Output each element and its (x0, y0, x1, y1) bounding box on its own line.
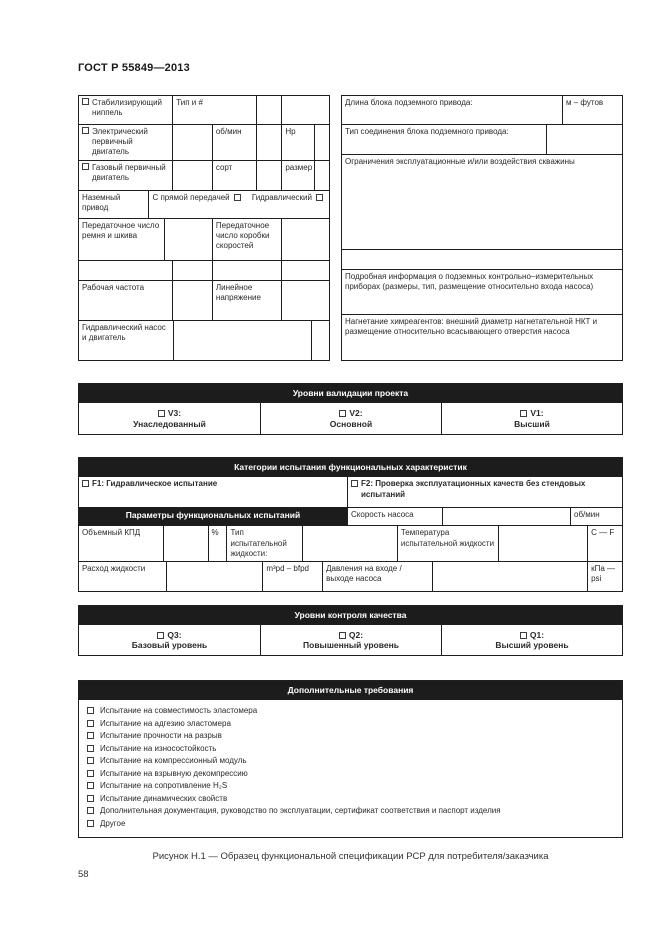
drive-spec-table (78, 95, 330, 361)
checkbox-icon[interactable] (158, 410, 165, 417)
cell-type-and-number: Тип и # (172, 96, 255, 124)
cell-rpm-units: об/мин (212, 125, 256, 160)
cell-blank (314, 125, 329, 160)
table-row (79, 280, 329, 320)
table-row (79, 190, 329, 218)
table-row (79, 160, 329, 190)
table-row (342, 124, 622, 154)
checkbox-icon[interactable] (82, 98, 89, 105)
cell-percent: % (208, 526, 227, 561)
cell-blank (212, 261, 281, 280)
option-f2: F2: Проверка эксплуатационных качеств без стендовых испытаний (347, 477, 622, 507)
checkbox-icon[interactable] (87, 807, 94, 814)
checkbox-icon[interactable] (234, 194, 241, 201)
table-row (342, 269, 622, 314)
flow-rate-row (79, 561, 622, 591)
list-item: Испытание на совместимость эластомера (87, 706, 614, 716)
checkbox-icon[interactable] (87, 732, 94, 739)
cell-pump-speed: Скорость насоса (347, 508, 442, 525)
checkbox-icon[interactable] (520, 410, 527, 417)
table-row (79, 218, 329, 260)
option-v3: V3: Унаследованный (133, 407, 206, 429)
list-item: Испытание прочности на разрыв (87, 731, 614, 741)
list-item: Испытание на износостойкость (87, 744, 614, 754)
hydraulic-option: Гидравлический (252, 193, 323, 203)
checkbox-icon[interactable] (339, 632, 346, 639)
list-item: Испытание на сопротивление H₂S (87, 781, 614, 791)
checkbox-icon[interactable] (87, 820, 94, 827)
cell-pressure-units: кПа — psi (587, 562, 622, 591)
cell-blank (256, 96, 282, 124)
checkbox-icon[interactable] (87, 745, 94, 752)
figure-caption: Рисунок Н.1 — Образец функциональной спецификации PCP для потребителя/заказчика (152, 851, 549, 863)
checkbox-icon[interactable] (157, 632, 164, 639)
cell-belt-ratio: Передаточное число ремня и шкива (82, 220, 160, 240)
cell-blank (442, 508, 570, 525)
test-category-row (79, 476, 622, 507)
checkbox-icon[interactable] (339, 410, 346, 417)
cell-hp-units: Hp (281, 125, 314, 160)
checkbox-icon[interactable] (87, 782, 94, 789)
cell-surface-drive: Наземный привод (82, 192, 121, 212)
requirements-checklist (79, 700, 622, 838)
test-categories-section (78, 457, 623, 592)
page-content (78, 62, 623, 862)
checkbox-icon[interactable] (82, 163, 89, 170)
option-v2: V2: Основной (260, 403, 441, 434)
cell-blank (256, 161, 282, 190)
list-item: Испытание динамических свойств (87, 794, 614, 804)
checkbox-icon[interactable] (87, 707, 94, 714)
list-item: Испытание на компрессионный модуль (87, 756, 614, 766)
cell-hydraulic-pump: Гидравлический насос и двигатель (82, 322, 166, 342)
additional-requirements-section (78, 680, 623, 838)
page-number: 58 (78, 869, 89, 880)
cell-electric-motor: Электрический первичный двигатель (79, 125, 172, 160)
checkbox-icon[interactable] (351, 480, 358, 487)
option-q3: Q3: Базовый уровень (131, 629, 208, 651)
cell-length-units: м – футов (562, 96, 622, 124)
cell-connection-type: Тип соединения блока подземного привода: (345, 127, 509, 136)
cell-blank (172, 281, 212, 320)
table-row (79, 260, 329, 280)
list-item: Испытание на адгезию эластомера (87, 719, 614, 729)
table-row (79, 96, 329, 124)
table-row (342, 154, 622, 249)
document-number: ГОСТ Р 55849—2013 (78, 62, 190, 74)
checkbox-icon[interactable] (87, 720, 94, 727)
checkbox-icon[interactable] (87, 770, 94, 777)
cell-test-fluid-temp: Температура испытательной жидкости (397, 526, 499, 561)
section-title: Уровни контроля качества (79, 606, 622, 624)
option-v1: V1: Высший (441, 403, 622, 434)
cell-blank (79, 261, 172, 280)
cell-blank (432, 562, 587, 591)
cell-drive-length: Длина блока подземного привода: (345, 98, 473, 107)
cell-blank (342, 250, 622, 269)
cell-flow-rate: Расход жидкости (82, 564, 146, 574)
table-gap (330, 95, 341, 361)
table-row (342, 96, 622, 124)
cell-blank (314, 161, 329, 190)
cell-pressures: Давления на входе / выходе насоса (322, 562, 432, 591)
direct-drive-option: С прямой передачей (152, 193, 240, 203)
checkbox-icon[interactable] (87, 757, 94, 764)
cell-blank (166, 562, 263, 591)
checkbox-icon[interactable] (82, 127, 89, 134)
cell-blank (302, 526, 397, 561)
cell-blank (164, 219, 212, 260)
option-q1: Q1: Высший уровень (441, 625, 622, 655)
cell-blank (173, 321, 311, 360)
cell-operating-frequency: Рабочая частота (82, 282, 145, 292)
cell-test-fluid-type: Тип испытательной жидкости: (226, 526, 302, 561)
cell-temp-units: C — F (587, 526, 622, 561)
cell-volumetric-efficiency: Объемный КПД (82, 528, 141, 538)
cell-restrictions: Ограничения эксплуатационные и/или воздействия скважины (345, 157, 575, 166)
section-title: Дополнительные требования (79, 681, 622, 699)
cell-blank (256, 125, 282, 160)
cell-blank (172, 261, 212, 280)
cell-gas-motor: Газовый первичный двигатель (79, 161, 172, 190)
cell-flow-units: m³pd – bfpd (262, 562, 322, 591)
list-item: Дополнительная документация, руководство по эксплуатации, сертификат соответствия и паспорт изделия (87, 806, 614, 816)
cell-blank (311, 321, 329, 360)
cell-gearbox-ratio: Передаточное число коробки скоростей (212, 219, 281, 260)
checkbox-icon[interactable] (520, 632, 527, 639)
cell-instruments: Подробная информация о подземных контрольно–измерительных приборах (размеры, тип, размещение относительно входа насоса) (345, 272, 594, 292)
cell-blank (546, 125, 622, 154)
cell-grade-units: сорт (212, 161, 256, 190)
cell-blank (281, 261, 329, 280)
checkbox-icon[interactable] (316, 194, 323, 201)
checkbox-icon[interactable] (87, 795, 94, 802)
table-row (79, 124, 329, 160)
cell-blank (281, 219, 329, 260)
quality-levels-section (78, 605, 623, 656)
list-item: Испытание на взрывную декомпрессию (87, 769, 614, 779)
cell-chemicals: Нагнетание химреагентов: внешний диаметр нагнетательной НКТ и размещение относительно всасывающего отверстия насоса (345, 317, 598, 337)
section-title: Категории испытания функциональных характеристик (79, 458, 622, 476)
validation-levels-section (78, 383, 623, 435)
cell-stabilizing-nipple: Стабилизирующий ниппель (79, 96, 172, 124)
cell-blank (172, 125, 212, 160)
validation-options-row (79, 402, 622, 434)
list-item: Другое (87, 819, 614, 829)
checkbox-icon[interactable] (82, 480, 89, 487)
table-row (342, 314, 622, 354)
cell-blank (281, 96, 329, 124)
option-q2: Q2: Повышенный уровень (260, 625, 441, 655)
quality-options-row (79, 624, 622, 655)
cell-line-voltage: Линейное напряжение (212, 281, 281, 320)
table-row (342, 249, 622, 269)
cell-blank (172, 161, 212, 190)
cell-blank (498, 526, 587, 561)
option-f1: F1: Гидравлическое испытание (79, 477, 347, 507)
downhole-spec-table (341, 95, 623, 361)
cell-blank (163, 526, 208, 561)
spec-tables (78, 95, 623, 361)
table-row (79, 320, 329, 360)
cell-blank (281, 281, 329, 320)
params-title: Параметры функциональных испытаний (79, 508, 347, 525)
efficiency-row (79, 525, 622, 561)
cell-drive-options (148, 191, 329, 218)
cell-pump-speed-units: об/мин (570, 508, 622, 525)
section-title: Уровни валидации проекта (79, 384, 622, 402)
cell-size-units: размер (281, 161, 314, 190)
params-header-row (79, 507, 622, 525)
